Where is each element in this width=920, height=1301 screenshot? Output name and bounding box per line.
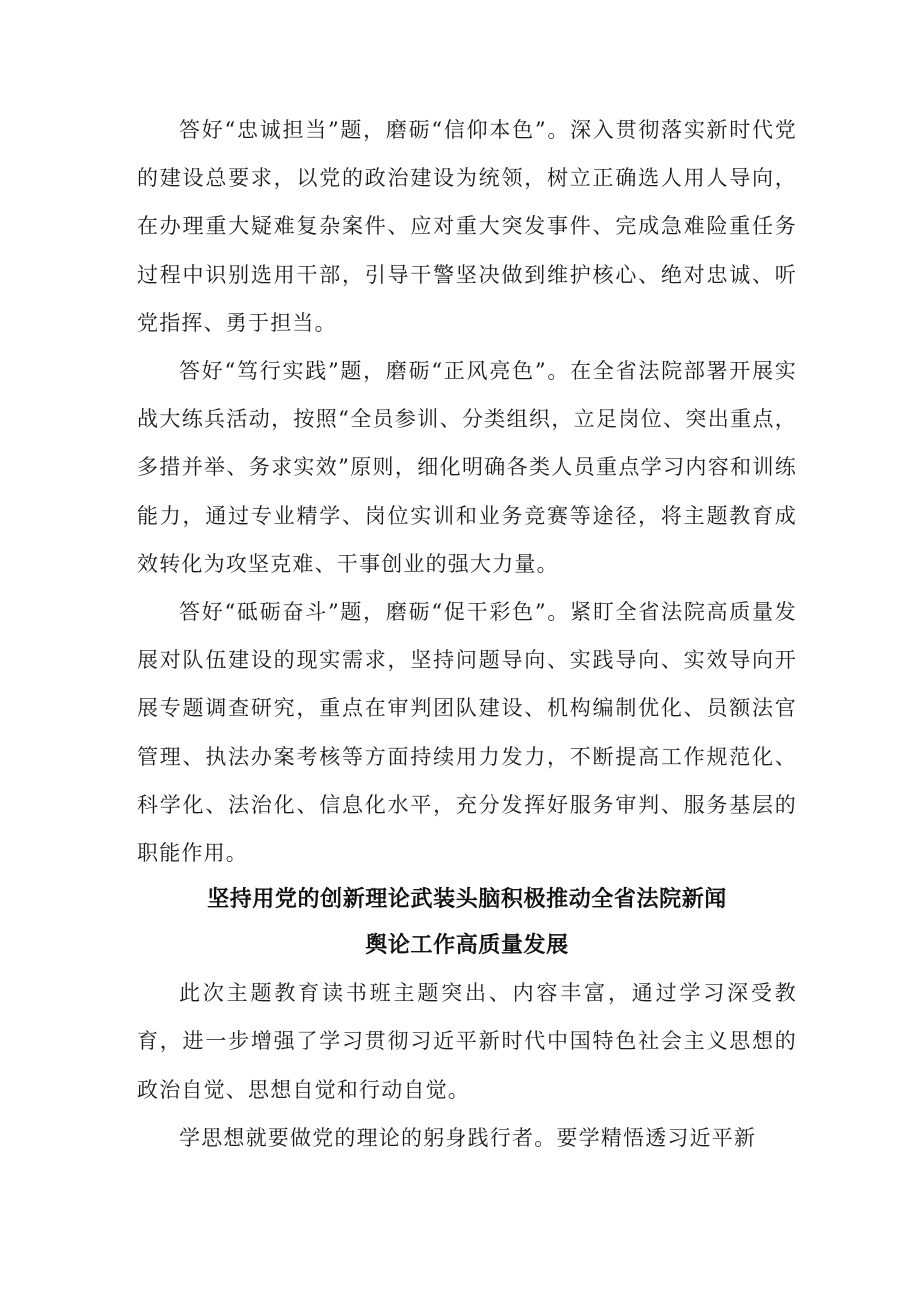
paragraph-study-thought: 学思想就要做党的理论的躬身践行者。要学精悟透习近平新 [179, 1125, 757, 1150]
section-title-line-1: 坚持用党的创新理论武装头脑积极推动全省法院新闻 [207, 887, 727, 913]
paragraph-loyalty: 答好“忠诚担当”题，磨砺“信仰本色”。深入贯彻落实新时代党的建设总要求，以党的政治建设为统领，树立正确选人用人导向，在办理重大疑难复杂案件、应对重大突发事件、完成急难险重任务过程中识别选用干部，引导干警坚决做到维护核心、绝对忠诚、听党指挥、勇于担当。 [137, 118, 797, 335]
paragraph-practice: 答好“笃行实践”题，磨砺“正风亮色”。在全省法院部署开展实战大练兵活动，按照“全员参训、分类组织，立足岗位、突出重点，多措并举、务求实效”原则，细化明确各类人员重点学习内容和训练能力，通过专业精学、岗位实训和业务竞赛等途径，将主题教育成效转化为攻坚克难、干事创业的强大力量。 [137, 359, 797, 576]
document-body [137, 106, 797, 1162]
paragraph-reading-class: 此次主题教育读书班主题突出、内容丰富，通过学习深受教育，进一步增强了学习贯彻习近平新时代中国特色社会主义思想的政治自觉、思想自觉和行动自觉。 [137, 981, 797, 1102]
section-title [137, 877, 797, 969]
section-title-line-2: 舆论工作高质量发展 [365, 933, 569, 959]
paragraph-struggle: 答好“砥砺奋斗”题，磨砺“促干彩色”。紧盯全省法院高质量发展对队伍建设的现实需求，坚持问题导向、实践导向、实效导向开展专题调查研究，重点在审判团队建设、机构编制优化、员额法官管理、执法办案考核等方面持续用力发力，不断提高工作规范化、科学化、法治化、信息化水平，充分发挥好服务审判、服务基层的职能作用。 [137, 600, 797, 866]
